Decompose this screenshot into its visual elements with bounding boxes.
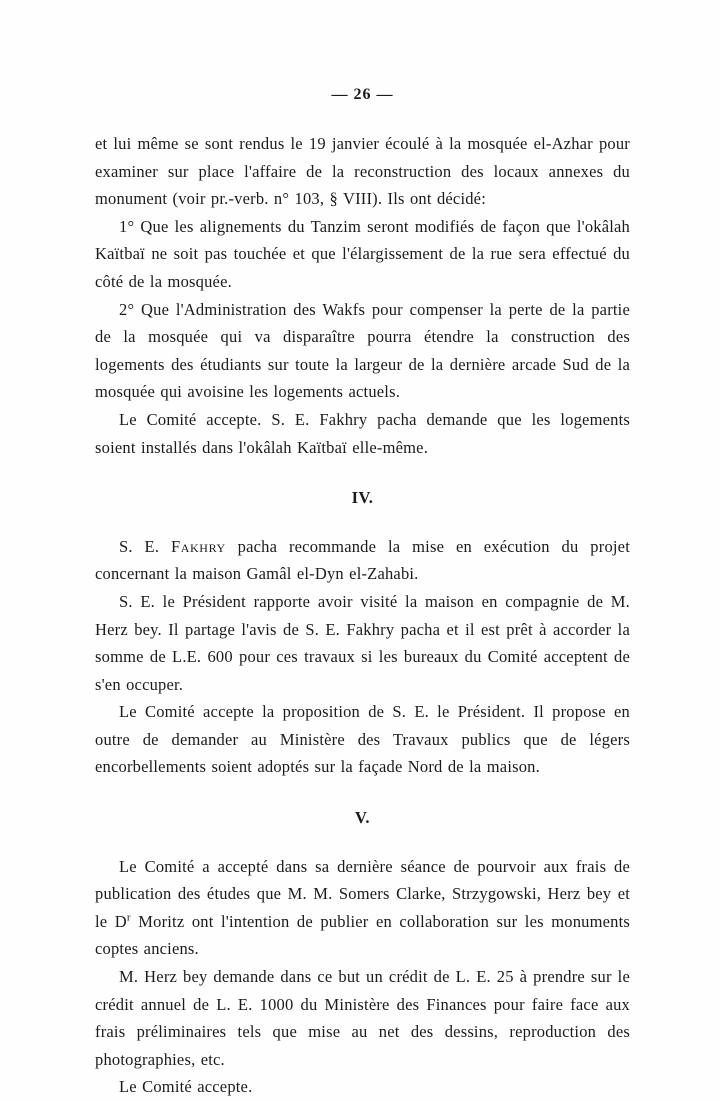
text-run: pacha recommande la mise en exécution du projet concernant la maison Gamâl el-Dyn el-Zahabi. bbox=[95, 536, 630, 584]
paragraph: Le Comité accepte la proposition de S. E. le Président. Il propose en outre de demander au Ministère des Travaux publics que de légers encorbellements soient adoptés sur la façade Nord de la maison. bbox=[95, 702, 630, 777]
styled-run: r bbox=[126, 911, 131, 924]
paragraph: Le Comité accepte. S. E. Fakhry pacha demande que les logements soient installés dans l'okâlah Kaïtbaï elle-même. bbox=[95, 409, 630, 457]
paragraph: S. E. le Président rapporte avoir visité la maison en compagnie de M. Herz bey. Il partage l'avis de S. E. Fakhry pacha et il est prêt à accorder la somme de L.E. 600 pour ces travaux si les bureaux du Comité acceptent de s'en occuper. bbox=[95, 591, 630, 694]
styled-run: Fakhry bbox=[171, 536, 226, 556]
paragraph bbox=[95, 533, 630, 588]
paragraph: et lui même se sont rendus le 19 janvier écoulé à la mosquée el-Azhar pour examiner sur place l'affaire de la reconstruction des locaux annexes du monument (voir pr.-verb. n° 103, § VIII). Ils ont décidé: bbox=[95, 134, 630, 209]
paragraph bbox=[95, 853, 630, 963]
paragraph: 1° Que les alignements du Tanzim seront modifiés de façon que l'okâlah Kaïtbaï ne soit pas touchée et que l'élargissement de la rue sera effectué du côté de la mosquée. bbox=[95, 216, 630, 291]
paragraph: M. Herz bey demande dans ce but un crédit de L. E. 25 à prendre sur le crédit annuel de L. E. 1000 du Ministère des Finances pour faire face aux frais préliminaires tels que mise au net des dessins, reproduction des photographies, etc. bbox=[95, 967, 630, 1069]
paragraph: Le Comité accepte. bbox=[119, 1077, 253, 1097]
text-run: S. E. bbox=[119, 536, 171, 556]
document-body bbox=[95, 130, 630, 1101]
section-heading: IV. bbox=[351, 488, 374, 508]
page-number: — 26 — bbox=[331, 86, 394, 103]
paragraph: 2° Que l'Administration des Wakfs pour compenser la perte de la partie de la mosquée qui va disparaître pourra étendre la construction des logements des étudiants sur toute la largeur de la dernière arcade Sud de la mosquée qui avoisine les logements actuels. bbox=[95, 299, 630, 402]
text-run: Moritz ont l'intention de publier en collaboration sur les monuments coptes anciens. bbox=[95, 911, 631, 959]
text-run: Le Comité a accepté dans sa dernière séance de pourvoir aux frais de publication des études que M. M. Somers Clarke, Strzygowski, Herz bey et le D bbox=[95, 856, 630, 931]
section-heading: V. bbox=[355, 808, 370, 828]
